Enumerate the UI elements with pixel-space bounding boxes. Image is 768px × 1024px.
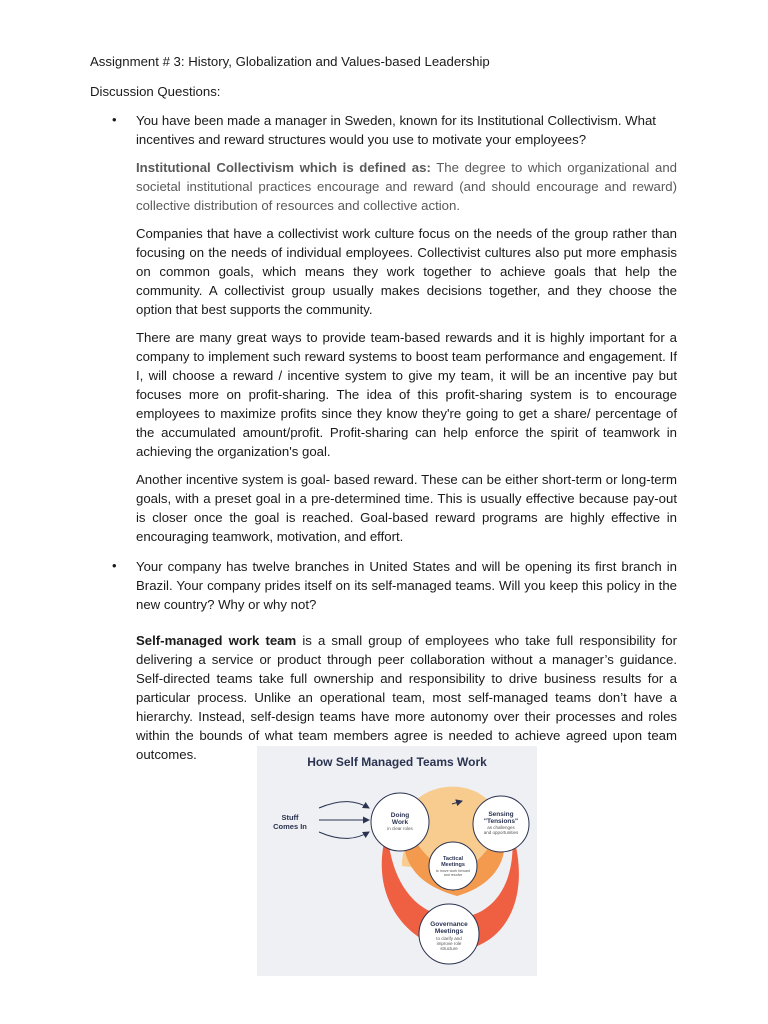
paragraph-2: There are many great ways to provide team-based rewards and it is highly important for a company to implement such reward systems to boost team performance and engagement. If I, will choose a reward / incentive system to give my team, it will be an incentive pay but focuses more on profit-sharing. The idea of this profit-sharing system is to encourage employees to maximize profits since they know they're going to get a share/ percentage of the accumulated amount/profit. Profit-sharing can help enforce the spirit of teamwork in achieving the organization's goal. (136, 330, 677, 459)
bullet-icon: • (112, 112, 117, 127)
assignment-heading: Assignment # 3: History, Globalization and Values-based Leadership (90, 54, 490, 69)
paragraph-1: Companies that have a collectivist work culture focus on the needs of the group rather than focusing on the needs of individual employees. Collectivist cultures also put more emphasis on common goals, which means they work together to achieve goals that help the community. A collectivist group usually makes decisions together, and they choose the option that best supports the community. (136, 226, 677, 317)
governance-sub-1: to clarify and (436, 936, 462, 941)
self-managed-teams-diagram (257, 746, 537, 976)
governance-label-1: Governance (430, 921, 468, 928)
input-label-line-2: Comes In (273, 822, 307, 831)
sensing-label-2: "Tensions" (483, 818, 519, 825)
paragraph-3: Another incentive system is goal- based reward. These can be either short-term or long-term goals, with a preset goal in a pre-determined time. This is usually effective because pay-out is closer once the goal is reached. Goal-based reward programs are highly effective in encouraging teamwork, motivation, and effort. (136, 472, 677, 544)
sensing-label-1: Sensing (488, 811, 514, 818)
question-2: Your company has twelve branches in United States and will be opening its first branch in Brazil. Your company prides itself on its self-managed teams. Will you keep this policy in the new country? Why or why not? (136, 559, 677, 612)
doing-sub: in clear roles (387, 826, 413, 831)
definition-1-text: The degree to which organizational and societal institutional practices encourage and reward (and should encourage and reward) collective distribution of resources and collective action. (136, 160, 677, 213)
doing-label-2: Work (391, 819, 409, 826)
tactical-label-2: Meetings (441, 862, 465, 868)
discussion-label: Discussion Questions: (90, 84, 221, 99)
input-label-line-1: Stuff (281, 813, 299, 822)
tactical-sub-2: and resolve (443, 873, 463, 877)
definition-1 (136, 158, 677, 215)
question-1: You have been made a manager in Sweden, known for its Institutional Collectivism. What incentives and reward structures would you use to motivate your employees? (136, 113, 656, 147)
definition-2 (136, 631, 677, 764)
diagram-title: How Self Managed Teams Work (307, 755, 487, 769)
governance-label-2: Meetings (434, 928, 464, 935)
tactical-label-1: Tactical (442, 856, 464, 862)
definition-1-term: Institutional Collectivism which is defined as: (136, 160, 431, 175)
definition-2-term: Self-managed work team (136, 633, 297, 648)
governance-sub-2: improve role (436, 941, 462, 946)
sensing-sub-1: as challenges (487, 825, 515, 830)
input-arrow-icon (319, 832, 369, 838)
input-arrow-icon (319, 802, 369, 808)
sensing-sub-2: and opportunities (483, 830, 519, 835)
bullet-icon: • (112, 558, 117, 573)
doing-label-1: Doing (390, 812, 410, 819)
definition-2-text: is a small group of employees who take full responsibility for delivering a service or product through peer collaboration without a manager’s guidance. Self-directed teams take full ownership and responsibility to drive business results for a particular process. Unlike an operational team, most self-managed teams don’t have a hierarchy. Instead, self-design teams have more autonomy over their processes and roles within the bounds of what team members agree is needed to achieve agreed upon team outcomes. (136, 633, 677, 762)
governance-sub-3: structure (440, 946, 458, 951)
tactical-sub-1: to move work forward (435, 869, 471, 873)
